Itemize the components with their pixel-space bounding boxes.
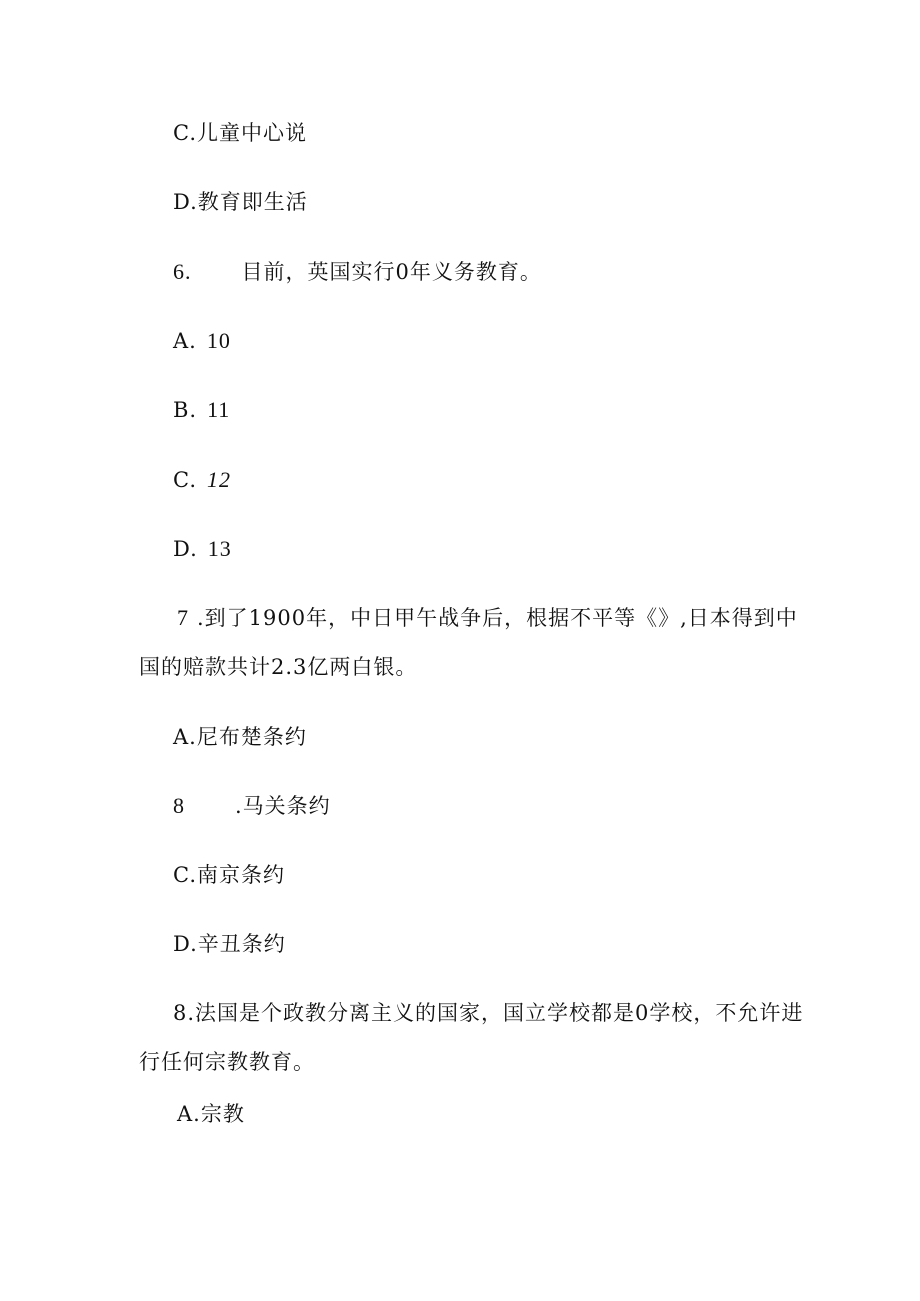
q6-option-d-text: 13 <box>207 536 232 561</box>
q7-option-b-text: .马关条约 <box>235 794 331 818</box>
q7-number: 7 <box>177 605 189 630</box>
q6-option-a <box>173 329 231 353</box>
q7-option-a <box>173 725 307 749</box>
q6-option-c <box>173 468 231 492</box>
q8-stem-line1 <box>173 1001 803 1025</box>
q6-option-a-text: 10 <box>206 328 231 353</box>
q7-option-c-text: 南京条约 <box>197 863 285 887</box>
q7-stem-line2 <box>139 655 417 679</box>
q5-option-c <box>173 121 307 145</box>
q6-option-c-text: 12 <box>207 467 231 492</box>
q8-option-a-label: A. <box>177 1102 201 1126</box>
q7-option-a-label: A. <box>173 725 197 749</box>
q8-stem-line2 <box>139 1050 315 1074</box>
q6-stem-text: 目前，英国实行0年义务教育。 <box>241 260 542 284</box>
q6-stem <box>173 260 542 284</box>
q6-option-c-label: C. <box>173 468 197 492</box>
q8-option-a <box>177 1102 245 1126</box>
q5-option-c-label: C. <box>173 121 197 145</box>
q8-stem-text-1: 8.法国是个政教分离主义的国家，国立学校都是0学校，不允许进 <box>173 1001 804 1025</box>
q7-stem-text-1: .到了1900年，中日甲午战争后，根据不平等《》,日本得到中 <box>197 606 798 630</box>
q5-option-d-label: D. <box>173 190 198 214</box>
q5-option-c-text: 儿童中心说 <box>197 121 307 145</box>
q7-option-b <box>173 794 331 818</box>
q6-option-d <box>173 537 232 561</box>
q6-option-a-label: A. <box>173 329 197 353</box>
q5-option-d-text: 教育即生活 <box>197 190 308 214</box>
q8-option-a-text: 宗教 <box>200 1102 245 1126</box>
q7-option-b-label: 8 <box>173 793 185 818</box>
q6-option-b-text: 11 <box>207 397 231 422</box>
q6-option-b-label: B. <box>173 398 198 422</box>
q7-option-d <box>173 932 286 956</box>
q7-stem-text-2: 国的赔款共计2.3亿两白银。 <box>139 655 418 679</box>
q6-number: 6. <box>173 259 192 284</box>
q8-stem-text-2: 行任何宗教教育。 <box>139 1050 315 1074</box>
q7-option-c-label: C. <box>173 863 197 887</box>
q6-option-b <box>173 398 230 422</box>
q7-option-a-text: 尼布楚条约 <box>196 725 307 749</box>
q7-option-d-label: D. <box>173 932 198 956</box>
q6-option-d-label: D. <box>173 537 198 561</box>
q7-option-c <box>173 863 285 887</box>
q7-stem-line1 <box>177 606 798 630</box>
q5-option-d <box>173 190 308 214</box>
q7-option-d-text: 辛丑条约 <box>197 932 286 956</box>
